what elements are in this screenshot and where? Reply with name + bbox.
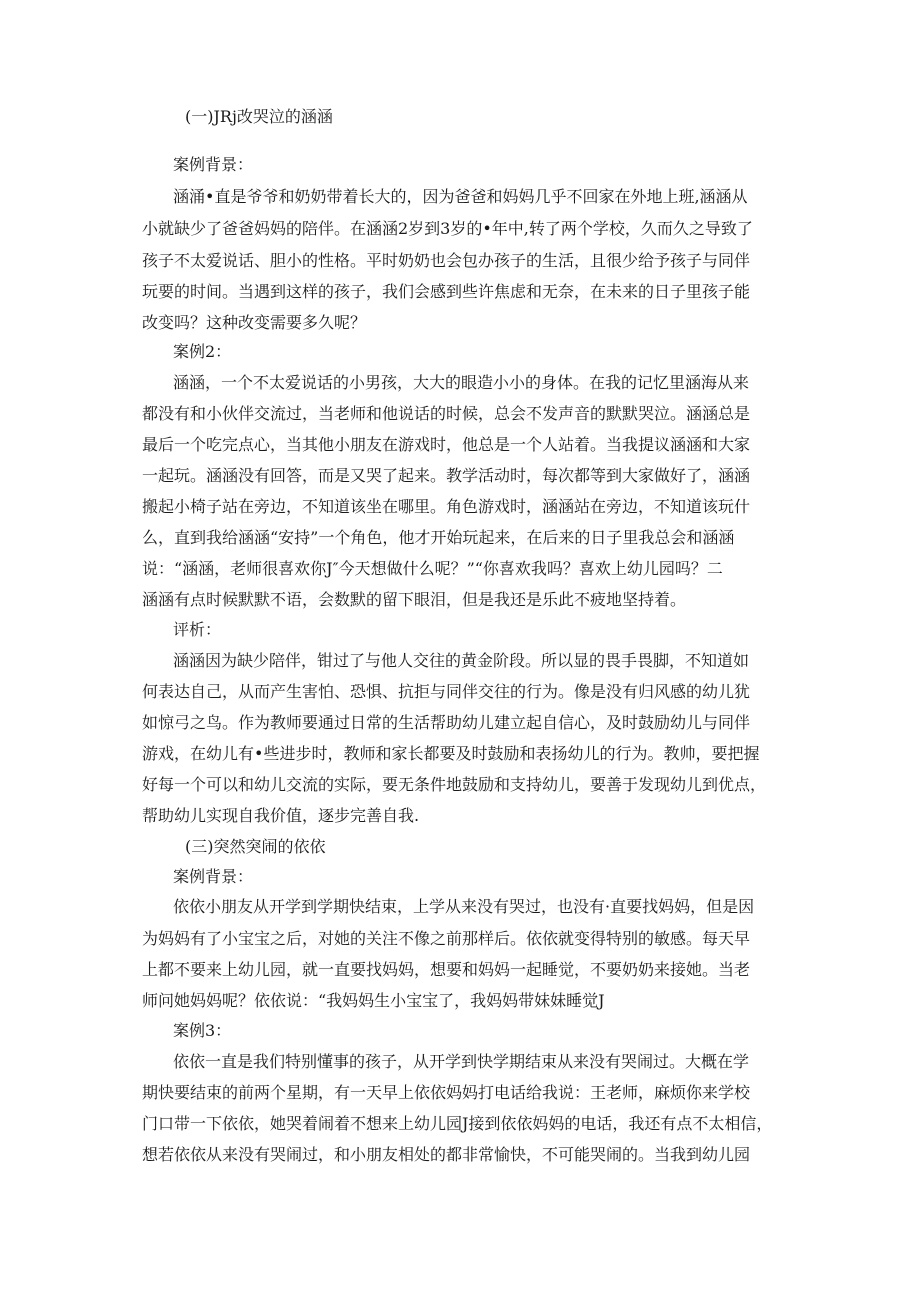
paragraph-line: 何表达自己，从而产生害怕、恐惧、抗拒与同伴交往的行为。像是没有归风感的幼儿犹	[142, 682, 751, 701]
section-title-1: (一)JRj改哭泣的涵涵	[185, 107, 333, 126]
paragraph-line: 涵涌•直是爷爷和奶奶带着长大的，因为爸爸和妈妈几乎不回家在外地上班,涵涵从	[173, 187, 748, 206]
paragraph-line: 上都不要来上幼儿园，就一直要找妈妈，想要和妈妈一起睡觉，不要奶奶来接她。当老	[142, 960, 751, 979]
paragraph-line: 依依小朋友从开学到学期快结束，上学从来没有哭过，也没有·直要找妈妈，但是因	[173, 897, 755, 916]
paragraph-line: 孩子不太爱说话、胆小的性格。平时奶奶也会包办孩子的生活，且很少给予孩子与同伴	[142, 251, 751, 270]
paragraph-line: 帮助幼儿实现自我价值，逐步完善自我.	[142, 806, 420, 825]
paragraph-line: 想若依依从来没有哭闹过，和小朋友相处的都非常愉快，不可能哭闹的。当我到幼儿园	[142, 1145, 751, 1164]
label-case-background-3: 案例背景：	[173, 867, 254, 886]
paragraph-line: 师问她妈妈呢？依依说：“我妈妈生小宝宝了，我妈妈带妹妹睡觉J	[142, 991, 605, 1010]
paragraph-line: 搬起小椅子站在旁边，不知道该坐在哪里。角色游戏时，涵涵站在旁边，不知道该玩什	[142, 497, 751, 516]
paragraph-line: 好每一个可以和幼儿交流的实际，要无条件地鼓励和支持幼儿，要善于发现幼儿到优点，	[142, 775, 767, 794]
paragraph-line: 依依一直是我们特别懂事的孩子，从开学到快学期结束从来没有哭闹过。大概在学	[173, 1052, 750, 1071]
paragraph-line: 小就缺少了爸爸妈妈的陪伴。在涵涵2岁到3岁的•年中,转了两个学校，久而久之导致了	[142, 219, 753, 238]
paragraph-line: 玩要的时间。当遇到这样的孩子，我们会感到些许焦虑和无奈，在未来的日子里孩子能	[142, 282, 751, 301]
paragraph-line: 涵涵，一个不太爱说话的小男孩，大大的眼造小小的身体。在我的记忆里涵海从来	[173, 373, 750, 392]
paragraph-line: 门口带一下依依，她哭着闹着不想来上幼儿园J接到依依妈妈的电话，我还有点不太相信，	[142, 1114, 773, 1133]
paragraph-line: 涵涵有点时候默默不语，会数默的留下眼泪，但是我还是乐此不疲地坚持着。	[142, 590, 687, 609]
paragraph-line: 如惊弓之鸟。作为教师要通过日常的生活帮助幼儿建立起自信心，及时鼓励幼儿与同伴	[142, 713, 751, 732]
paragraph-line: 为妈妈有了小宝宝之后，对她的关注不像之前那样后。依依就变得特别的敏感。每天早	[142, 929, 751, 948]
label-analysis: 评析：	[173, 620, 222, 639]
section-title-3: (三)突然突闹的依依	[185, 837, 326, 856]
paragraph-line: 涵涵因为缺少陪伴，钳过了与他人交往的黄金阶段。所以显的畏手畏脚，不知道如	[173, 651, 750, 670]
paragraph-line: 都没有和小伙伴交流过，当老师和他说话的时候，总会不发声音的默默哭泣。涵涵总是	[142, 404, 751, 423]
paragraph-line: 最后一个吃完点心，当其他小朋友在游戏时，他总是一个人站着。当我提议涵涵和大家	[142, 435, 751, 454]
paragraph-line: 游戏，在幼儿有•些进步时，教师和家长都要及时鼓励和表扬幼儿的行为。教帅，要把握	[142, 744, 760, 763]
paragraph-line: 么，直到我给涵涵“安持”一个角色，他才开始玩起来，在后来的日子里我总会和涵涵	[142, 528, 735, 547]
label-case-3: 案例3：	[173, 1021, 232, 1040]
paragraph-line: 期快要结束的前两个星期，有一天早上依依妈妈打电话给我说：王老师，麻烦你来学校	[142, 1083, 751, 1102]
label-case-background-1: 案例背景：	[173, 155, 254, 174]
label-case-2: 案例2：	[173, 342, 232, 361]
paragraph-line: 说：“涵涵，老师很喜欢你J″今天想做什么呢？”“你喜欢我吗？喜欢上幼儿园吗？二	[142, 559, 723, 578]
paragraph-line: 一起玩。涵涵没有回答，而是又哭了起来。教学活动时，每次都等到大家做好了，涵涵	[142, 466, 751, 485]
paragraph-line: 改变吗？这种改变需要多久呢？	[142, 313, 367, 332]
